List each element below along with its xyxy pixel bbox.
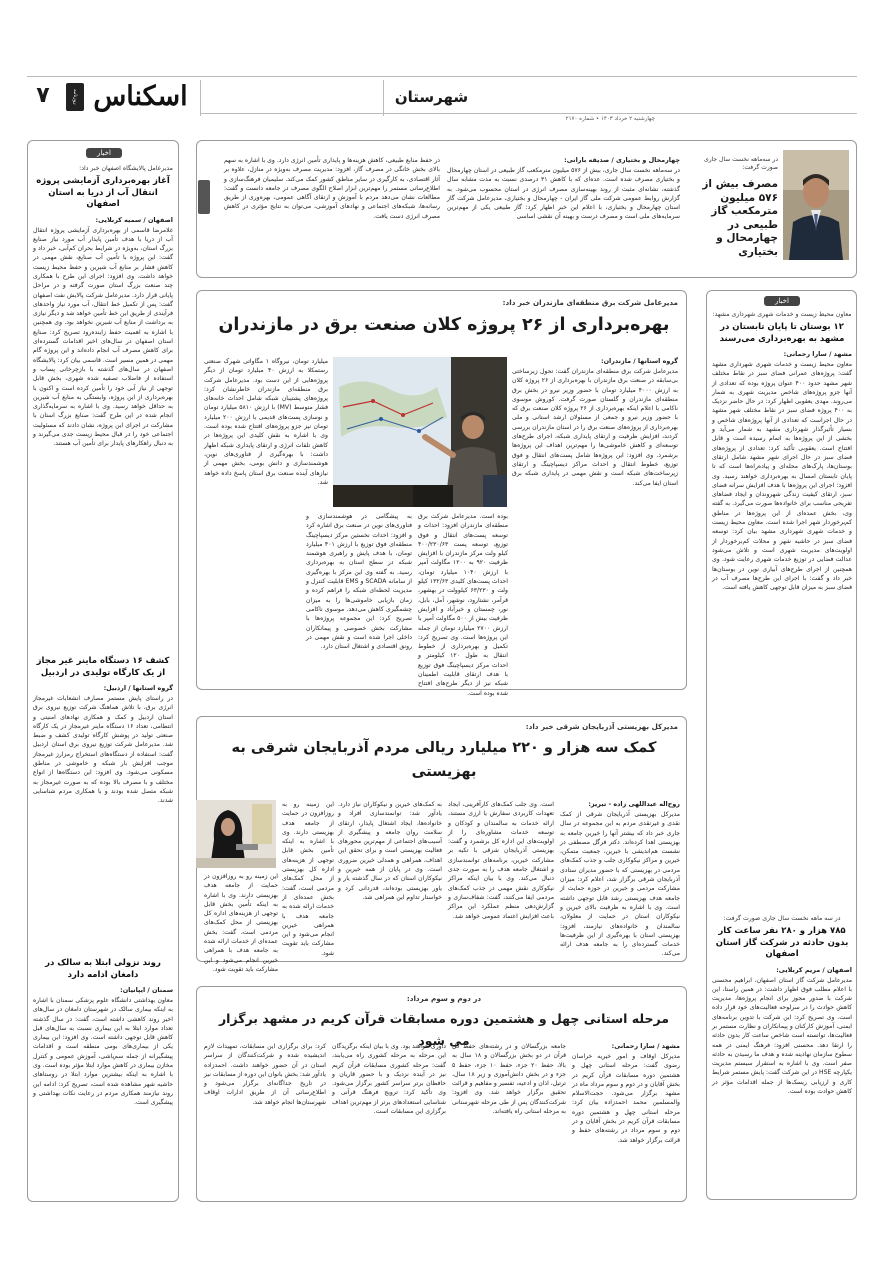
right-story1: معاون محیط زیست و خدمات شهری شهرداری مشهد: ۱۲ بوستان تا پایان تابستان در مشهد به بهره‌برداری می‌رسند مشهد / سارا رحمانی: معاون محیط زیست و خدمات شهری شهرداری مشهد گفت: پروژه‌های عمرانی فضای سبز در نقاط مختلف شهر مشهد حدود ۴۰۰ عنوان پروژه بوده که تعدادی از آنها جزو پروژه‌های شاخص مدیریت شهری به شمار می‌روند. مهدی یعقوبی اظهار کرد: در حال حاضر نزدیک به ۴۰۰ پروژه فضای سبز در نقاط مختلف شهر مشهد در حال اجراست که تعدادی از آنها پروژه‌های شاخص و بسیار تأثیرگذار شهرداری مشهد به شمار می‌آید و بخشی از این پروژه‌ها به اتمام رسیده است و قابل افتتاح است. یعقوبی تأکید کرد: تعدادی از پروژه‌های فضای سبز در حال اجرای شهر مشهد شامل ارتقای بوستان‌ها، پارک‌های محله‌ای و پیاده‌راه‌ها است که تا پایان تابستان امسال به بهره‌برداری خواهند رسید. وی افزود: اجرای این پروژه‌ها با هدف افزایش سرانه فضای سبز، ارتقای کیفیت زندگی شهروندان و ایجاد فضاهای تفریحی مناسب برای خانواده‌ها صورت می‌گیرد. به گفته وی، بخش عمده‌ای از این پروژه‌ها در مناطق کم‌برخوردار شهر اجرا شده است. معاون محیط زیست و خدمات شهری شهرداری مشهد بیان کرد: توسعه فضای سبز در حاشیه شهر و محلات کم‌برخوردار از اولویت‌های مدیریت شهری است و تلاش می‌شود عدالت فضایی در توزیع خدمات شهری رعایت شود. وی همچنین از اجرای طرح‌های آبیاری نوین در بوستان‌ها خبر داد و گفت: با اجرای این طرح‌ها مصرف آب در فضای سبز به میزان قابل توجهی کاهش یافته است. xyxy=(712,311,853,592)
logo-text: اسکناس xyxy=(93,81,188,112)
left-story1: مدیرعامل پالایشگاه اصفهان خبر داد: آغاز بهره‌برداری آزمایشی پروژه انتقال آب از دریا به استان اصفهان اصفهان / سمیه کربلایی: غلامرضا قاسمی از بهره‌برداری آزمایشی پروژه انتقال آب از دریا با هدف تأمین پایدار آب مورد نیاز صنایع بزرگ استان، به‌ویژه در شرایط بحران کم‌آبی، خبر داد و گفت: این پروژه با تأمین آب صنایع، نقش مهمی در کاهش فشار بر منابع آب شیرین و حفظ محیط زیست خواهد داشت. وی افزود: اجرای این طرح با همکاری چند صنعت بزرگ استان صورت گرفته و در مراحل پایانی قرار دارد. مدیرعامل شرکت پالایش نفت اصفهان گفت: پس از تکمیل خط انتقال، آب مورد نیاز واحدهای فرآیندی از طریق این خط تأمین خواهد شد و دیگر نیازی به برداشت از منابع آب شیرین نخواهد بود. وی همچنین با اشاره به اهمیت حفظ زاینده‌رود تصریح کرد: صنایع استان اصفهان در سال‌های اخیر اقدامات گسترده‌ای برای کاهش مصرف آب انجام داده‌اند و این پروژه گام مهمی در همین مسیر است. قاسمی بیان کرد: پالایشگاه اصفهان در سال‌های گذشته با بازچرخانی پساب و استفاده از فاضلاب تصفیه شده شهری، بخش قابل توجهی از نیاز آبی خود را تأمین کرده است و اکنون با بهره‌برداری از این پروژه، وابستگی به منابع آب شیرین به حداقل خواهد رسید. وی با اشاره به سرمایه‌گذاری انجام شده در این طرح گفت: صنایع بزرگ استان با مشارکت در اجرای این پروژه، نشان دادند که مسئولیت اجتماعی خود را در قبال محیط زیست جدی می‌گیرند و به دنبال راهکارهای پایدار برای تأمین آب هستند. xyxy=(33,165,173,448)
speaker-photo xyxy=(196,800,276,868)
mazandaran-headline: بهره‌برداری از ۲۶ پروژه کلان صنعت برق در مازندران xyxy=(218,315,670,335)
mazandaran-col3: به پیشگامی در هوشمندسازی و فناوری‌های نوین در صنعت برق اشاره کرد و افزود: احداث نخستین مرکز دیسپاچینگ منطقه‌ای فوق توزیع با ارزش ۴۰۱ میلیارد تومان، با هدف پایش و راهبری هوشمند شبکه در سطح استان به بهره‌برداری رسید. به گفته وی این مرکز با بهره‌گیری از سامانه SCADA و EMS قابلیت کنترل و مدیریت لحظه‌ای شبکه را فراهم کرده و زمان بازیابی خاموشی‌ها را به میزان چشمگیری کاهش می‌دهد. موسوی ناکامی تصریح کرد: این مجموعه پروژه‌ها با مشارکت بخش خصوصی و پیمانکاران داخلی اجرا شده است و نقش مهمی در رونق اقتصادی و اشتغال استان دارد. xyxy=(306,513,412,651)
quran-col4: کرد: برای برگزاری این مسابقات، تمهیدات لازم اندیشیده شده و شرکت‌کنندگان از سراسر استان در آن حضور خواهند داشت. احمدزاده یادآور شد: بخش بانوان این دوره از مسابقات نیز در تاریخ جداگانه‌ای برگزار می‌شود و اطلاع‌رسانی آن از طریق ادارات اوقاف شهرستان‌ها انجام خواهد شد. xyxy=(204,1043,326,1106)
power-map-photo xyxy=(333,357,507,507)
left-story2: کشف ۱۶ دستگاه ماینر غیر مجاز از یک کارگاه تولیدی در اردبیل گروه استانها / اردبیل: در راستای پایش مستمر مصارف انشعابات غیرمجاز انرژی برق، با تلاش هماهنگ شرکت توزیع نیروی برق استان اردبیل و کمک و همکاری نهادهای امنیتی و انتظامی، تعداد ۱۶ دستگاه ماینر غیرمجاز در یک کارگاه صنعتی تولید در پوشش کارگاه تولیدی کشف و ضبط شد. مدیرعامل شرکت توزیع نیروی برق استان اردبیل گفت: استفاده از دستگاه‌های استخراج رمزارز غیرمجاز موجب افزایش بار شبکه و خاموشی در مناطق مسکونی می‌شود. وی افزود: این دستگاه‌ها از انواع مختلف و با مصرف بالا بوده که به صورت غیرمجاز به شبکه متصل شده بودند و با همکاری مردم شناسایی شدند. xyxy=(33,656,173,805)
page-number: ۷ xyxy=(36,83,50,108)
official-portrait xyxy=(783,150,849,260)
quran-col1: مشهد / سارا رحمانی: مدیرکل اوقاف و امور خیریه خراسان رضوی گفت: مرحله استانی چهل و هشتمین دوره مسابقات قرآن کریم در بخش آقایان و در دوم و سوم مرداد ماه در مشهد برگزار می‌شود. حجت‌الاسلام والمسلمین محمد احمدزاده بیان کرد: مرحله استانی چهل و هشتمین دوره مسابقات قرآن کریم در بخش آقایان و در دوم و سوم مرداد در رشته‌های حفظ و قرائت برگزار خواهد شد. xyxy=(572,1042,680,1144)
mazandaran-col4: میلیارد تومان، نیروگاه ۱ مگاواتی شهرک صنعتی رستمکلا به ارزش ۴۰ میلیارد تومان از دیگر پروژه‌هایی از این دست بود. مدیرعامل شرکت برق منطقه‌ای مازندران خاطرنشان کرد: پروژه‌های پشتیبان شبکه شامل احداث خانه‌های فشار متوسط (MV) با ارزش ۵۸۱۰ میلیارد تومان و نوسازی پست‌های قدیمی با ارزش ۲۰۰ میلیارد تومان نیز جزو پروژه‌های افتتاح شده بوده است. وی با اشاره به نقش کلیدی این پروژه‌ها در کاهش تلفات انرژی و ارتقای پایداری شبکه اظهار داشت: با بهره‌گیری از فناوری‌های نوین، هوشمندسازی و دانش بومی، بخش مهمی از نیازهای آینده صنعت برق استان پاسخ داده خواهد شد. xyxy=(204,358,329,486)
top-story-headline: مصرف بیش از ۵۷۶ میلیون مترمکعب گاز طبیعی در چهارمحال و بختیاری xyxy=(702,178,778,258)
azarbaijan-col4: این زمینه رو به روزافزون در حمایت از جامعه هدف بهزیستی دارند. وی با اشاره به اینکه تأمین بخش قابل توجهی از هزینه‌های اداره کل بهزیستی از محل کمک‌های مردمی است، گفت: بخش عمده‌ای از خدمات ارائه شده به جامعه هدف با همراهی خیرین انجام می‌شود و این مشارکت باید تقویت شود. xyxy=(282,801,334,957)
mazandaran-kicker: مدیرعامل شرکت برق منطقه‌ای مازندران خبر داد: xyxy=(502,298,678,307)
right-column-tag: اخبار xyxy=(764,296,800,306)
azarbaijan-col2: است. وی جلب کمک‌های کارآفرینی، ایجاد تعهدات کاربردی سفارش یا ارزی مستند، ارائه خدمات به سالمندان و کودکان و توسعه خدمات مشاوره‌ای را از اولویت‌های این اداره کل برشمرد و گفت: بهزیستی آذربایجان شرقی با تکیه بر مشارکت خیرین، برنامه‌های توانمندسازی و اشتغال جامعه هدف را به صورت جدی دنبال می‌کند. وی با بیان اینکه مراکز نیکوکاری نقش مهمی در جذب کمک‌های مردمی ایفا می‌کنند، گفت: شفاف‌سازی و گزارش‌دهی منظم عملکرد این مراکز باعث افزایش اعتماد عمومی خواهد شد. xyxy=(448,801,554,920)
mazandaran-col1: گروه استانها / مازندران: مدیرعامل شرکت برق منطقه‌ای مازندران گفت: تحول زیرساختی بی‌سابقه در صنعت برق مازندران با بهره‌برداری از ۲۶ پروژه کلان به ارزش ۴۰۰۰ میلیارد تومان با حضور وزیر نیرو در بخش برق منطقه‌ای مازندران و گلستان صورت گرفت. کوروش موسوی ناکامی با اعلام اینکه بهره‌برداری از ۲۶ پروژه کلان صنعت برق که با حضور وزیر نیرو و جمعی از مسئولان ارشد استانی و ملی بهره‌برداری از پروژه‌های صنعت برق را در استان مازندران بررسی کردند، افزایش ظرفیت و ارتقای پایداری شبکه، اجرای طرح‌های توسعه‌ای و کاهش خاموشی‌ها را مهم‌ترین اهداف این پروژه‌ها برشمرد. وی افزود: این پروژه‌ها شامل پست‌های انتقال و فوق توزیع، خطوط انتقال و احداث مراکز دیسپاچینگ و ارتقای زیرساخت‌های شبکه است و نقش مهمی در پایداری شبکه برق استان ایفا می‌کند. xyxy=(512,357,679,487)
right-story2: در سه ماهه نخست سال جاری صورت گرفت: ۷۸۵ هزار و ۲۸۰ نفر ساعت کار بدون حادثه در شرکت گاز استان اصفهان اصفهان / مریم کربلایی: مدیرعامل شرکت گاز استان اصفهان، ابراهیم محسنی با اعلام مطلب فوق اظهار داشت: در همین راستا، این شرکت با صدور مجوز برای انجام پروژه‌ها، مدیریت کاهش حوادث را در سرلوحه فعالیت‌های خود قرار داده است. وی تصریح کرد: این شرکت با تدوین برنامه‌های ایمنی، آموزش کارکنان و پیمانکاران و نظارت مستمر بر فعالیت‌ها، توانسته است شاخص ساعت کار بدون حادثه را ارتقا دهد. محسنی افزود: فرهنگ ایمنی در همه سطوح سازمان نهادینه شده و هدف ما رسیدن به حادثه صفر است. وی با اشاره به استقرار سیستم مدیریت یکپارچه HSE در این شرکت گفت: پایش مستمر شرایط کاری و ارزیابی ریسک‌ها از جمله اقدامات مؤثر در کاهش حوادث بوده است. xyxy=(712,915,853,1096)
azarbaijan-col1: روح‌اله عبداللهی زاده - تبریز: مدیرکل بهزیستی آذربایجان شرقی از کمک نقدی و غیرنقدی مردم به این مجموعه در سال جاری خبر داد که بیشتر آنها را خیرین جامعه به بهزیستی اهدا کرده‌اند. دکتر فرگل مصطفی در نشست هم‌اندیشی با خیرین، جمعیت متمکن، خیرین و مراکز نیکوکاری جلب و جذب کمک‌های مردمی در بهزیستی که با حضور مدیران ستادی آذربایجان شرقی برگزار شد، اعلام کرد: میزان مشارکت مردمی و خیرین در حوزه حمایت از جامعه هدف بهزیستی رشد قابل توجهی داشته است. وی با اشاره به ظرفیت بالای خیرین و نیکوکاران استان در حمایت از معلولان، سالمندان و خانواده‌های نیازمند، افزود: بهزیستی استان با بهره‌گیری از این ظرفیت‌ها خدمات گسترده‌ای را به جامعه هدف ارائه می‌کند. xyxy=(560,800,680,958)
quran-kicker: در دوم و سوم مرداد: xyxy=(406,994,482,1003)
quran-col3: داوری خواهند بود. وی با بیان اینکه برگزیدگان این مرحله به مرحله کشوری راه می‌یابند، گفت: مرحله کشوری مسابقات قرآن کریم نیز در آینده نزدیک و با حضور قاریان و حافظان برتر سراسر کشور برگزار می‌شود. وی تأکید کرد: ترویج فرهنگ قرآنی و شناسایی استعدادهای برتر از مهم‌ترین اهداف برگزاری این مسابقات است. xyxy=(332,1043,446,1116)
logo-badge: روزنامه اقتصادی xyxy=(66,83,84,111)
top-story-col1: چهارمحال و بختیاری / صدیقه بارانی: در سه‌ماهه نخست سال جاری، بیش از ۵۷۶ میلیون مترمکعب گاز طبیعی در استان چهارمحال و بختیاری مصرف شده است. عده‌ای که با کاهش ۳۱ درصدی نسبت به مدت مشابه سال گذشته، نشانه‌ای مثبت از روند بهینه‌سازی مصرف انرژی در استان محسوب می‌شود. به گزارش روابط عمومی شرکت ملی گاز ایران - چهارمحال و بختیاری، مدیرعامل شرکت گاز استان چهارمحال و بختیاری، با اعلام این خبر اظهار کرد: گاز طبیعی یکی از مهم‌ترین سرمایه‌های ملی است و مصرف درست و بهینه آن نقشی اساسی xyxy=(447,156,681,221)
quran-headline: مرحله استانی چهل و هشتمین دوره مسابقات قرآن کریم در مشهد برگزار می شود xyxy=(218,1011,670,1048)
left-story3: روند نزولی ابتلا به سالک در دامغان ادامه دارد سمنان / ایپانیان: معاون بهداشتی دانشگاه علوم پزشکی سمنان با اشاره به اینکه بیماری سالک در شهرستان دامغان در سال‌های اخیر روند کاهشی داشته است، گفت: در سال گذشته تعداد موارد ابتلا به این بیماری نسبت به سال‌های قبل کاهش قابل توجهی داشته است. وی افزود: این بیماری یکی از بیماری‌های بومی منطقه است و اقدامات پیشگیرانه از جمله سم‌پاشی، آموزش عمومی و کنترل مخازن بیماری در کاهش موارد ابتلا مؤثر بوده است. وی با اشاره به اینکه بیشترین موارد ابتلا در روستاهای حاشیه شهر مشاهده شده است، تصریح کرد: ادامه این روند نیازمند همکاری مردم در رعایت نکات بهداشتی و پیشگیری است. xyxy=(33,958,173,1107)
dateline: چهارشنبه ۲ خرداد ۱۴۰۳ • شماره ۲۱۷۰ xyxy=(565,116,655,122)
mazandaran-col2: بوده است. مدیرعامل شرکت برق منطقه‌ای مازندران افزود: احداث و توسعه پست‌های انتقال و فوق توزیع، توسعه پست ۴۰۰/۲۳۰/۶۳ کیلو ولت مرکز مازندران با افزایش ظرفیت ۹۲۰ به ۱۲۰۰ مگاولت آمپر با ارزش ۱۰۴۰ میلیارد تومان، احداث پست‌های کلیدی ۱۳۲/۶۳ کیلو ولت و ۶۳/۲۳۰ کیلوولت در بهشهر، قرآمر، نشتارود، نوشهر، آمل، بابل، نور، چمستان و خیرآباد و افزایش ظرفیت بیش از ۵۰۰ مگاولت آمپر با ارزش ۲۷۰۰ میلیارد تومان از جمله این پروژه‌ها است. وی تصریح کرد: تکمیل و بهره‌برداری از خطوط انتقال به طول ۱۲۰ کیلومتر و احداث مرکز دیسپاچینگ فوق توزیع با هدف ارتقای قابلیت اطمینان شبکه نیز از دیگر طرح‌های افتتاح شده بوده است. xyxy=(418,513,509,697)
top-story-side-tab xyxy=(198,180,210,214)
azarbaijan-col3: به کمک‌های خیرین و نیکوکاران نیاز دارد. یادآور شد: توانمندسازی افراد و خانواده‌ها، ایجاد اشتغال پایدار، ارتقای سلامت روان جامعه و پیشگیری از آسیب‌های اجتماعی از مهم‌ترین محورهای فعالیت بهزیستی است و برای تحقق این اهداف، همراهی و همدلی خیرین ضروری است. وی در پایان از همه خیرین و نیکوکاران استان که در سال گذشته یار و یاور بهزیستی بوده‌اند، قدردانی کرد و خواستار تداوم این همراهی شد. xyxy=(338,801,442,901)
quran-col2: جامعه بزرگسالان و در رشته‌های حفظ کل قرآن در دو بخش بزرگسالان و ۱۸ سال به بالا، حفظ ۲۰ جزء، حفظ ۱۰ جزء، حفظ ۵ جزء و در بخش دانش‌آموزی و زیر ۱۸ سال، ترتیل، اذان و ادعیه، تفسیر و مفاهیم و قرائت تحقیق برگزار خواهد شد. وی افزود: شرکت‌کنندگان پس از طی مرحله شهرستانی به مرحله استانی راه یافته‌اند. xyxy=(452,1043,567,1116)
azarbaijan-col5: این زمینه رو به روزافزون در حمایت از جامعه هدف بهزیستی دارند. وی با اشاره به اینکه تأمین بخش قابل توجهی از هزینه‌های اداره کل بهزیستی از محل کمک‌های مردمی است، گفت: بخش عمده‌ای از خدمات ارائه شده به جامعه هدف با همراهی خیرین انجام می‌شود و این مشارکت باید تقویت شود. xyxy=(204,873,278,973)
left-column-tag: اخبار xyxy=(86,148,122,158)
top-story-col2: در حفظ منابع طبیعی، کاهش هزینه‌ها و پایداری تأمین انرژی دارد. وی با اشاره به سهم بالای بخش خانگی در مصرف گاز، افزود: مدیریت مصرف به‌ویژه در منازل، علاوه بر آثار اقتصادی، به کارگیری در سایر مناطق کشور کمک می‌کند. سلیمیان فرهنگ‌سازی و اطلاع‌رسانی مستمر را مهم‌ترین ابزار اصلاح الگوی مصرف در جامعه دانست و گفت: مطالعات نشان می‌دهد مردم با آموزش و ارتقای آگاهی عمومی، بهره‌وری از طریق رسانه‌ها، شبکه‌های اجتماعی و نهادهای آموزشی، می‌توان به نتایج مؤثری در کاهش مصرف انرژی دست یافت. xyxy=(224,157,440,220)
section-title: شهرستان xyxy=(394,88,469,106)
azarbaijan-kicker: مدیرکل بهزیستی آذربایجان شرقی خبر داد: xyxy=(525,722,678,731)
azarbaijan-headline: کمک سه هزار و ۲۲۰ میلیارد ریالی مردم آذربایجان شرقی به بهزیستی xyxy=(231,740,657,780)
top-story-kicker: در سه‌ماهه نخست سال جاری صورت گرفت: xyxy=(704,156,778,171)
newspaper-logo xyxy=(54,80,195,114)
